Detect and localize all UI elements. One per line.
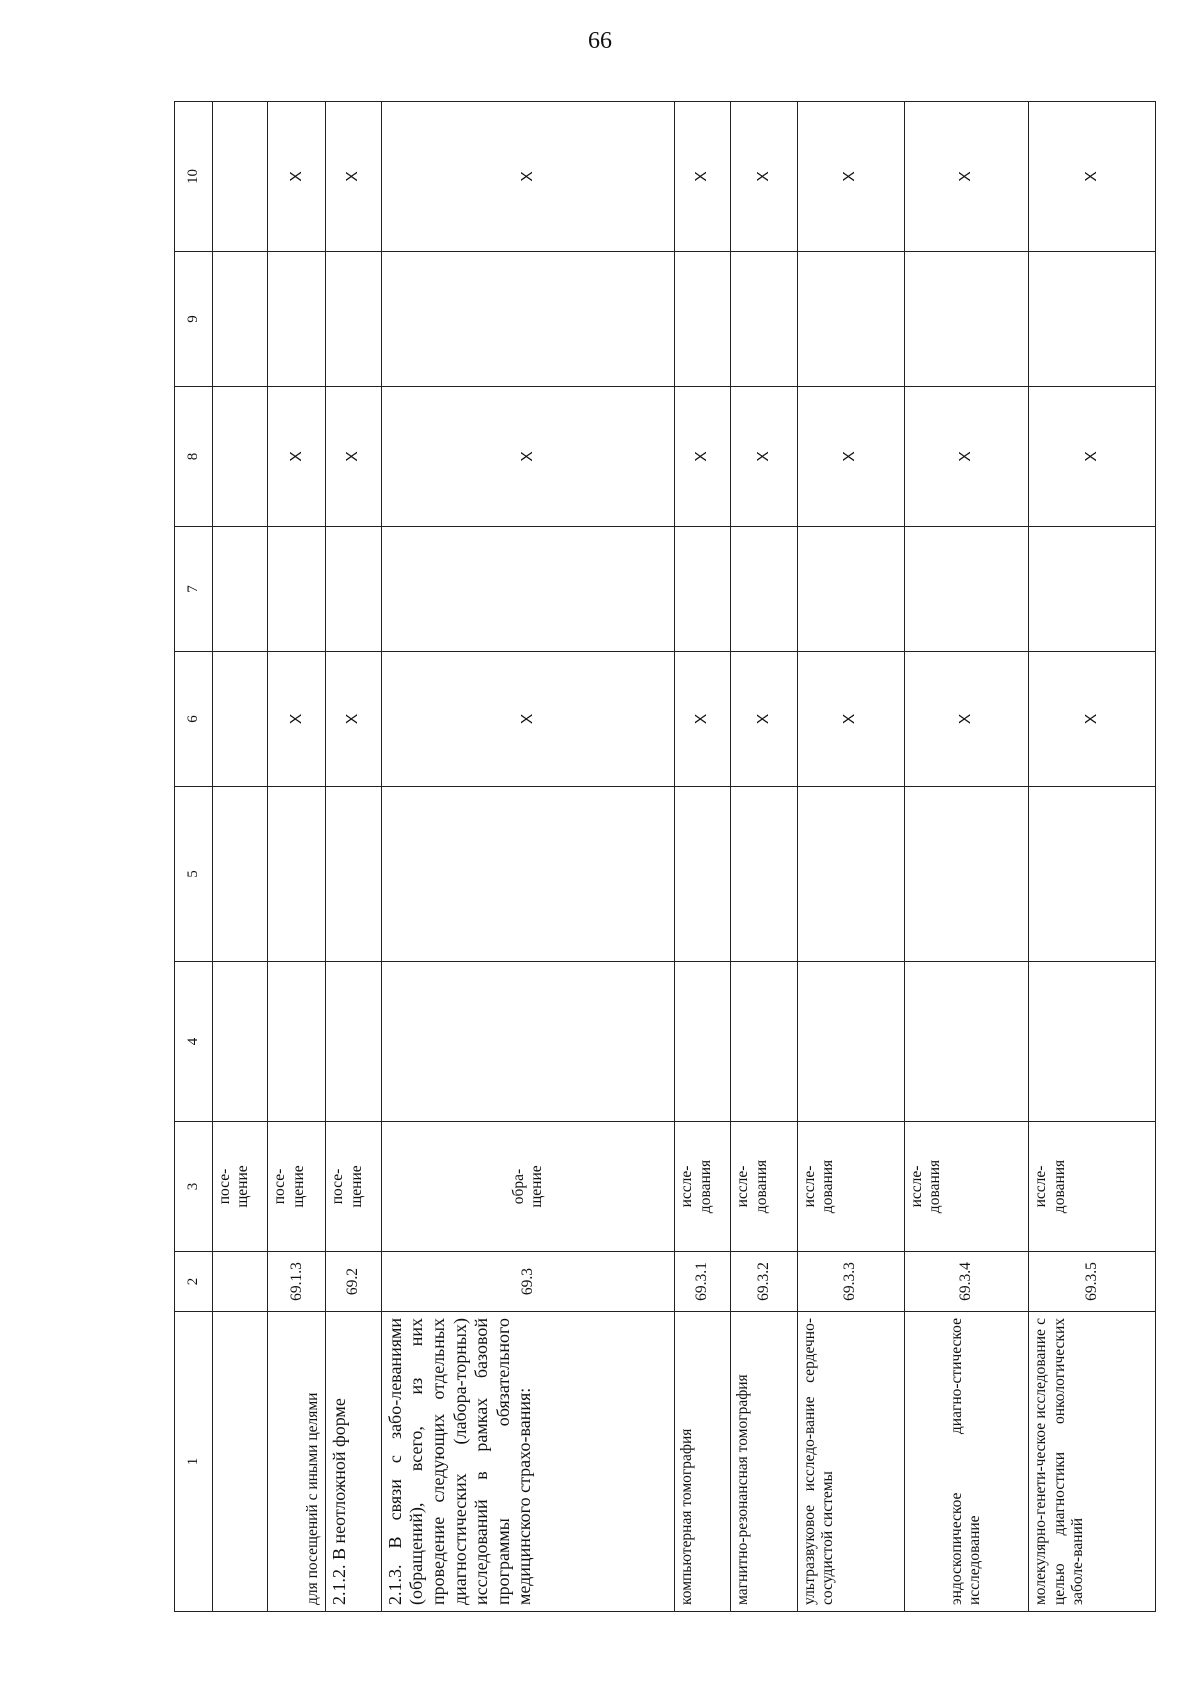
x-mark: X <box>1029 652 1156 787</box>
table-row <box>1029 102 1156 1612</box>
unit-cell: посе- щение <box>326 1122 382 1252</box>
x-mark: X <box>326 652 382 787</box>
unit-cell: иссле- дования <box>675 1122 731 1252</box>
table-row <box>731 102 798 1612</box>
column-header: 9 <box>175 252 213 387</box>
table-row <box>326 102 382 1612</box>
x-mark: X <box>1029 102 1156 252</box>
unit-cell: иссле- дования <box>904 1122 1029 1252</box>
unit-cell: иссле- дования <box>1029 1122 1156 1252</box>
table-row <box>381 102 675 1612</box>
row-code: 69.3.2 <box>731 1252 798 1312</box>
table-row <box>904 102 1029 1612</box>
x-mark: X <box>381 652 675 787</box>
column-header: 6 <box>175 652 213 787</box>
x-mark: X <box>675 387 731 527</box>
unit-cell: посе- щение <box>268 1122 326 1252</box>
column-header: 1 <box>175 1312 213 1612</box>
row-name: молекулярно-генети-ческое исследование с целью диагностики онкологических заболе-ваний <box>1029 1312 1156 1612</box>
x-mark: X <box>268 387 326 527</box>
row-name: для посещений с иными целями <box>268 1312 326 1612</box>
x-mark: X <box>675 102 731 252</box>
x-mark: X <box>797 102 904 252</box>
x-mark: X <box>904 387 1029 527</box>
table-row <box>268 102 326 1612</box>
column-header: 10 <box>175 102 213 252</box>
x-mark: X <box>797 652 904 787</box>
x-mark: X <box>381 387 675 527</box>
unit-cell: иссле- дования <box>797 1122 904 1252</box>
x-mark: X <box>326 102 382 252</box>
x-mark: X <box>381 102 675 252</box>
x-mark: X <box>797 387 904 527</box>
page-number: 66 <box>588 28 612 54</box>
row-code: 69.3.5 <box>1029 1252 1156 1312</box>
row-name: 2.1.3. В связи с забо-леваниями (обращений), всего, из них проведение следующих отдельных диагностических (лабора-торных) исследований в рамках базовой программы обязательного медицинского страхо-вания: <box>381 1312 675 1612</box>
unit-cell: иссле- дования <box>731 1122 798 1252</box>
column-header: 7 <box>175 527 213 652</box>
table-row <box>797 102 904 1612</box>
unit-cell: обра- щение <box>381 1122 675 1252</box>
column-header: 8 <box>175 387 213 527</box>
data-table <box>174 101 1156 1612</box>
row-name: компьютерная томография <box>675 1312 731 1612</box>
row-code: 69.3 <box>381 1252 675 1312</box>
column-header: 2 <box>175 1252 213 1312</box>
column-header: 5 <box>175 787 213 962</box>
x-mark: X <box>268 652 326 787</box>
x-mark: X <box>675 652 731 787</box>
row-name: эндоскопическое диагно-стическое исследование <box>904 1312 1029 1612</box>
x-mark: X <box>326 387 382 527</box>
row-code: 69.3.3 <box>797 1252 904 1312</box>
table-container <box>174 102 1156 1612</box>
unit-cell: посе- щение <box>212 1122 268 1252</box>
row-code: 69.3.1 <box>675 1252 731 1312</box>
x-mark: X <box>904 652 1029 787</box>
x-mark: X <box>731 387 798 527</box>
x-mark: X <box>731 652 798 787</box>
row-name: 2.1.2. В неотложной форме <box>326 1312 382 1612</box>
row-code: 69.2 <box>326 1252 382 1312</box>
row-code: 69.3.4 <box>904 1252 1029 1312</box>
table-row <box>675 102 731 1612</box>
x-mark: X <box>1029 387 1156 527</box>
x-mark: X <box>268 102 326 252</box>
row-name: ультразвуковое исследо-вание сердечно-сосудистой системы <box>797 1312 904 1612</box>
column-header: 4 <box>175 962 213 1122</box>
column-header: 3 <box>175 1122 213 1252</box>
x-mark: X <box>731 102 798 252</box>
table-row <box>212 102 268 1612</box>
row-code: 69.1.3 <box>268 1252 326 1312</box>
x-mark: X <box>904 102 1029 252</box>
row-name: магнитно-резонансная томография <box>731 1312 798 1612</box>
column-number-row <box>175 102 213 1612</box>
